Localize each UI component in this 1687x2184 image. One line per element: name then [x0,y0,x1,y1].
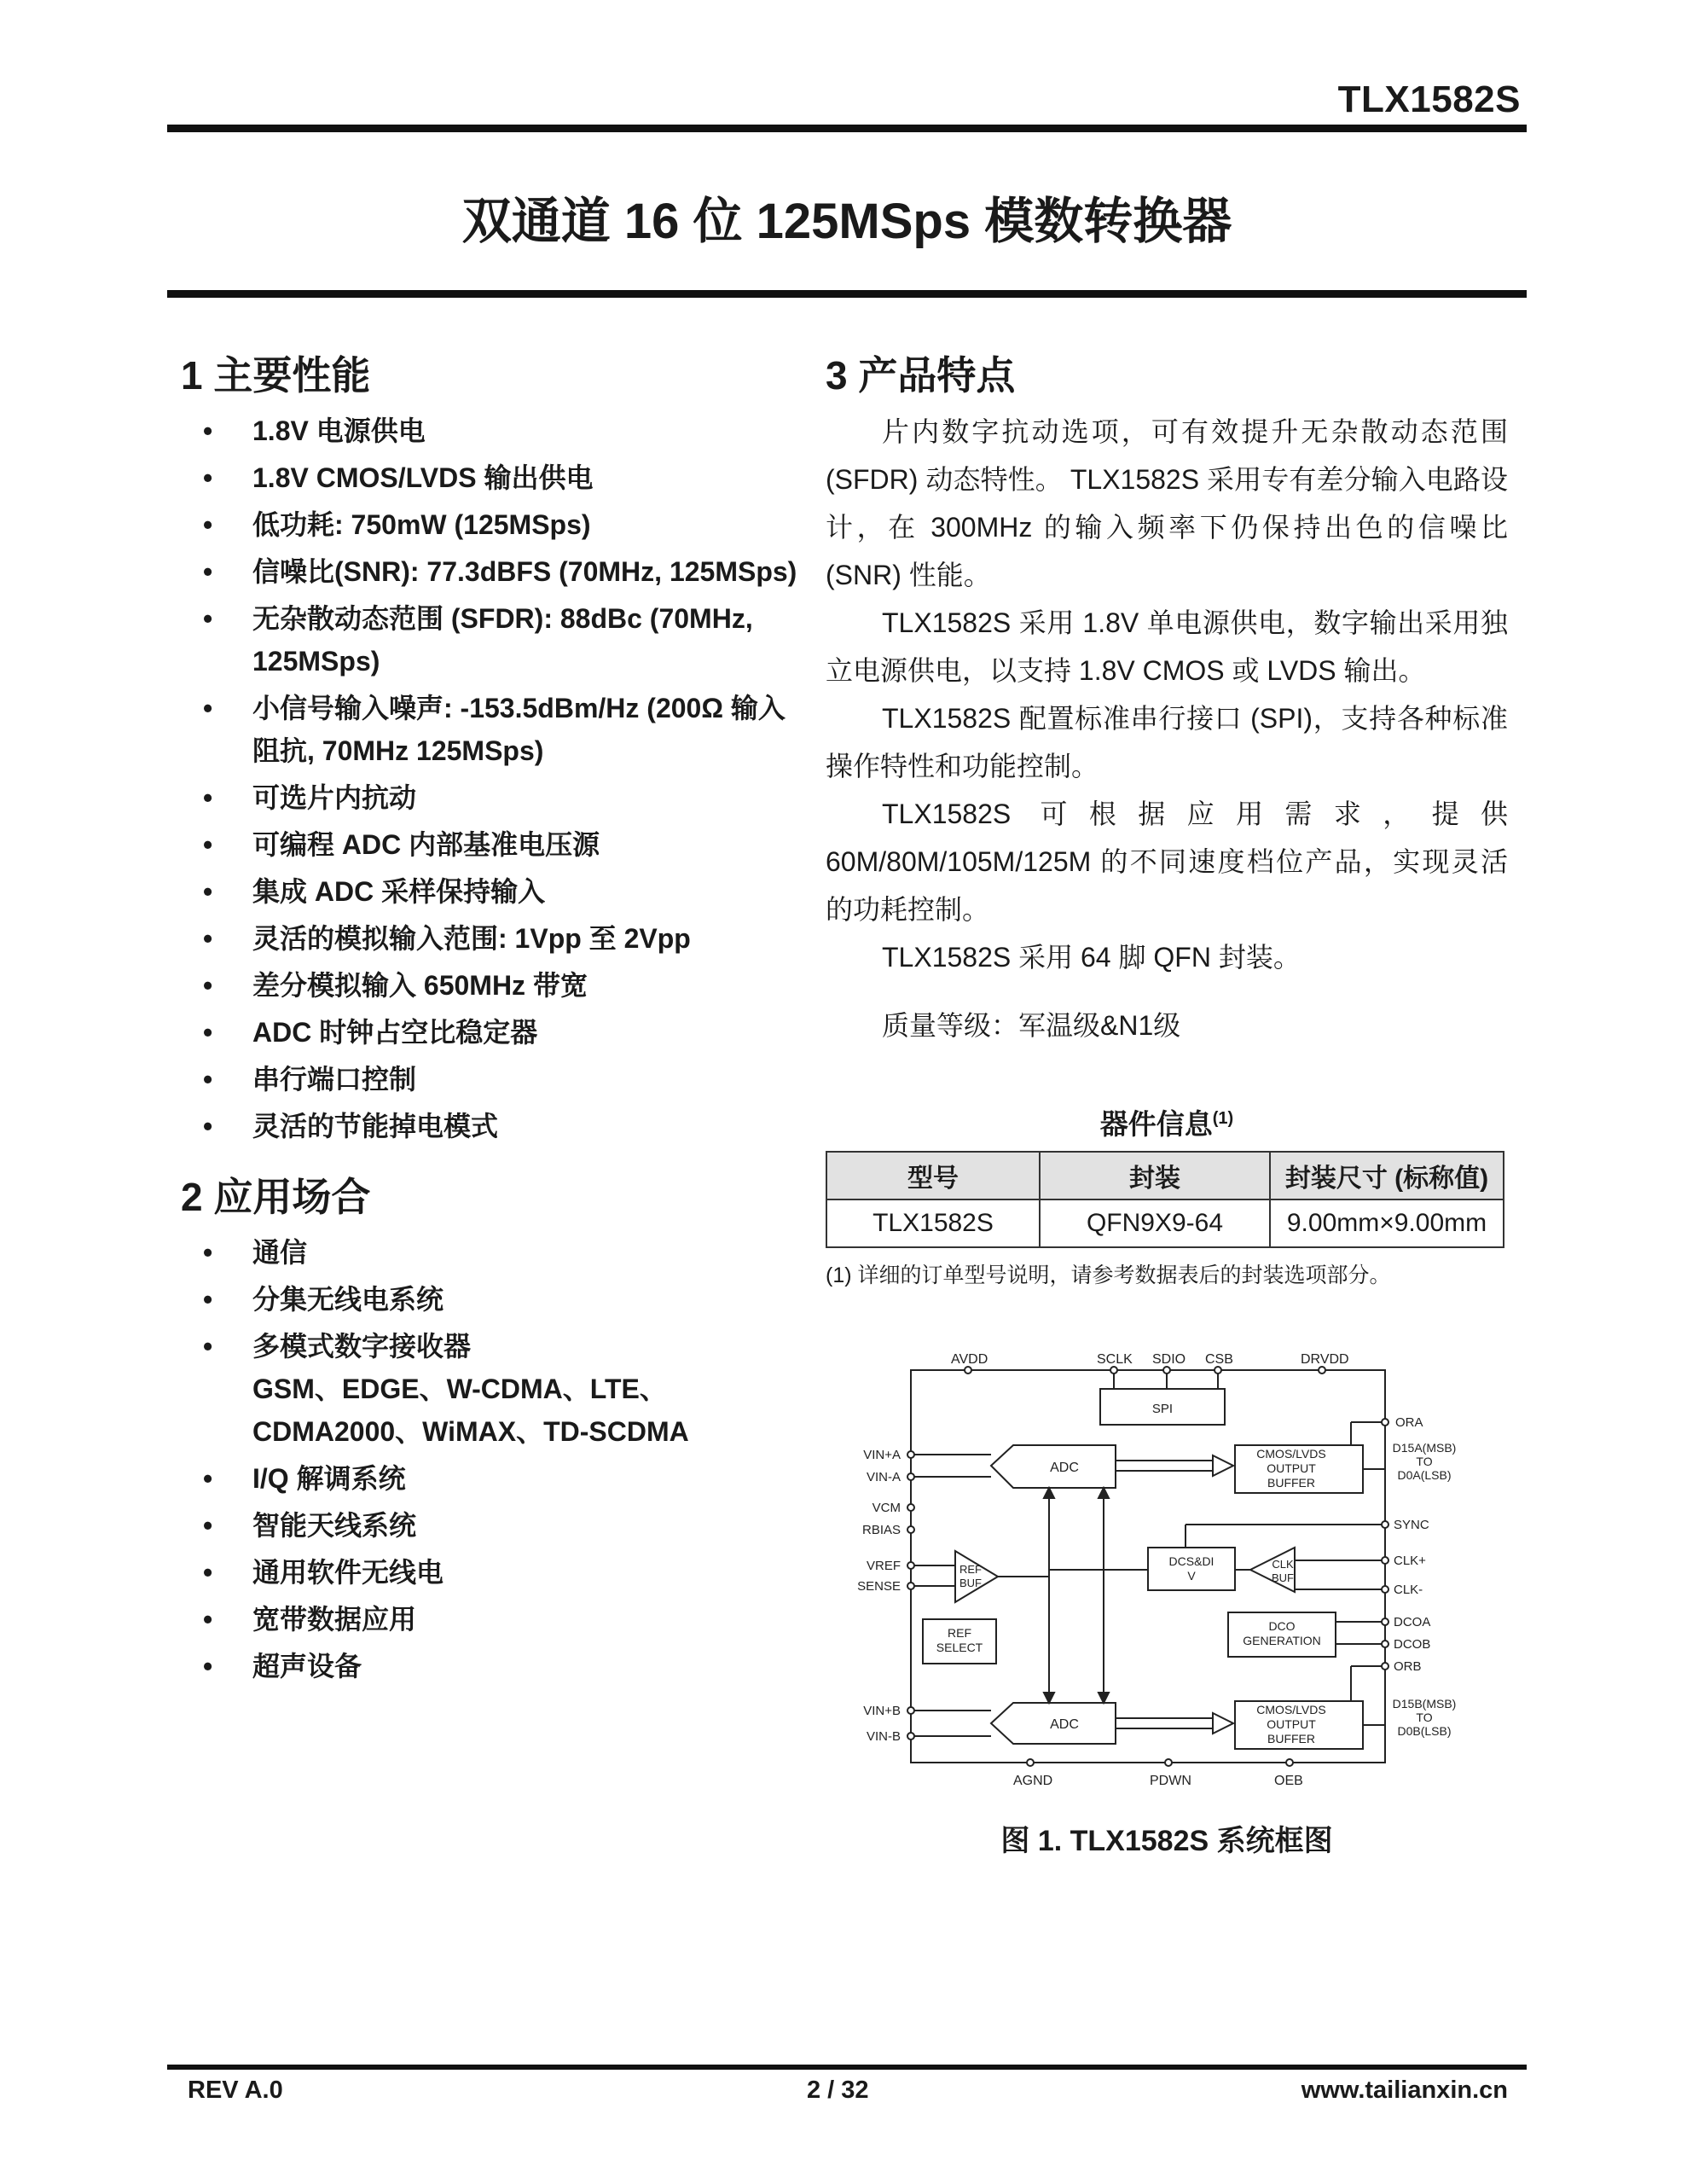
right-column [826,348,1508,1289]
pin-label: DCOA [1394,1615,1431,1629]
list-item: • 信噪比(SNR): 77.3dBFS (70MHz, 125MSps) [203,556,797,587]
block-label: ADC [1050,1461,1079,1475]
svg-text:DCO: DCO [1268,1619,1296,1633]
svg-text:CLK: CLK [1272,1558,1294,1571]
pin-label: VIN-B [866,1729,901,1744]
table-cell: 9.00mm×9.00mm [1270,1199,1504,1247]
footer-website-link[interactable]: www.tailianxin.cn [1301,2077,1508,2104]
list-item: • ADC 时钟占空比稳定器 [203,1017,538,1048]
list-item: • 通用软件无线电 [203,1557,444,1588]
device-table-title: 器件信息$^{(1)}$ [1099,1108,1234,1140]
list-item: • 低功耗: 750mW (125MSps) [203,509,591,540]
device-info-table [826,1151,1504,1248]
pin-label: VREF [866,1559,901,1573]
performance-list [181,410,812,1147]
list-item: • 灵活的模拟输入范围: 1Vpp 至 2Vpp [203,923,691,954]
standards-line: CDMA2000、WiMAX、TD-SCDMA [252,1416,689,1447]
list-item: • 1.8V CMOS/LVDS 输出供电 [203,462,594,493]
section-2-heading: 2 应用场合 [181,1175,371,1219]
list-item: • 宽带数据应用 [203,1604,417,1635]
pin-label: PDWN [1150,1774,1191,1788]
svg-text:SELECT: SELECT [936,1641,983,1654]
pin-label: RBIAS [861,1523,901,1537]
list-item: • 集成 ADC 采样保持输入 [203,876,546,907]
list-item: • 无杂散动态范围 (SFDR): 88dBc (70MHz, 125MSps) [203,603,753,677]
svg-text:V: V [1187,1569,1196,1583]
header-part-number: TLX1582S [1337,78,1521,120]
svg-text:CMOS/LVDS: CMOS/LVDS [1256,1703,1326,1716]
svg-text:OUTPUT: OUTPUT [1267,1461,1316,1475]
block-diagram [844,1331,1458,1809]
pin-label: VIN+A [863,1448,901,1462]
svg-text:REF: REF [959,1563,982,1576]
left-column [181,348,812,1692]
svg-text:TO: TO [1416,1711,1433,1724]
table-footnote: (1) 详细的订单型号说明，请参考数据表后的封装选项部分。 [826,1263,1391,1287]
svg-text:CMOS/LVDS: CMOS/LVDS [1256,1447,1326,1461]
list-item: • 可编程 ADC 内部基准电压源 [203,829,600,860]
application-list [181,1231,812,1687]
list-item: • 智能天线系统 [203,1510,417,1541]
paragraph: TLX1582S 采用 1.8V 单电源供电，数字输出采用独立电源供电，以支持 1.8V CMOS 或 LVDS 输出。 [826,607,1508,686]
section-3-heading: 3 产品特点 [826,353,1016,398]
footer-page-number: 2 / 32 [807,2077,869,2104]
table-header: 封装 [1040,1152,1270,1199]
svg-text:D15B(MSB): D15B(MSB) [1392,1697,1457,1711]
document-title: 双通道 16 位 125MSps 模数转换器 [461,194,1232,249]
pin-label: SYNC [1394,1518,1429,1532]
pin-label: AVDD [951,1352,988,1367]
standards-line: GSM、EDGE、W-CDMA、LTE、 [252,1374,667,1404]
list-item: • I/Q 解调系统 [203,1463,406,1494]
list-item: • 灵活的节能掉电模式 [203,1111,499,1141]
footer-rule [167,2065,1527,2070]
table-row [826,1199,1504,1247]
list-item: • 小信号输入噪声: -153.5dBm/Hz (200Ω 输入阻抗, 70MHz 125MSps) [203,693,786,766]
svg-text:REF: REF [948,1626,971,1640]
pin-label: SENSE [857,1579,901,1594]
svg-text:D0A(LSB): D0A(LSB) [1397,1468,1452,1482]
svg-text:BUFFER: BUFFER [1267,1732,1315,1745]
list-item: • 超声设备 [203,1651,362,1682]
pin-label: CSB [1205,1352,1233,1367]
svg-text:BUFFER: BUFFER [1267,1476,1315,1490]
title-rule [167,290,1527,298]
pin-label: DRVDD [1301,1352,1349,1367]
block-label: SPI [1151,1402,1174,1416]
pin-label: OEB [1274,1774,1303,1788]
svg-text:D0B(LSB): D0B(LSB) [1397,1724,1452,1738]
svg-text:OUTPUT: OUTPUT [1267,1717,1316,1731]
pin-label: AGND [1013,1774,1053,1788]
pin-label: SCLK [1097,1352,1133,1367]
paragraph: TLX1582S 采用 64 脚 QFN 封装。 [882,942,1301,973]
list-item: • 串行端口控制 [203,1064,417,1095]
pin-label: CLK- [1394,1583,1423,1597]
pin-label: VIN+B [863,1704,901,1718]
section-1-heading: 1 主要性能 [181,353,371,398]
paragraph: TLX1582S 配置标准串行接口 (SPI)，支持各种标准操作特性和功能控制。 [826,703,1508,781]
svg-text:D15A(MSB): D15A(MSB) [1392,1441,1457,1455]
footer-revision: REV A.0 [188,2077,283,2104]
table-header: 封装尺寸 (标称值) [1270,1152,1504,1199]
svg-text:BUF: BUF [959,1577,982,1589]
list-item: • 多模式数字接收器 GSM、EDGE、W-CDMA、LTE、 CDMA2000、WiMAX、TD-SCDMA [181,1325,812,1453]
block-label: ADC [1050,1717,1079,1732]
quality-grade: 质量等级：军温级&N1级 [882,1010,1181,1041]
svg-text:GENERATION: GENERATION [1243,1634,1321,1647]
svg-text:BUF: BUF [1272,1571,1294,1584]
header-rule [167,125,1527,132]
pin-label: VCM [872,1501,901,1515]
table-cell: QFN9X9-64 [1040,1199,1270,1247]
paragraph: TLX1582S 可根据应用需求，提供 60M/80M/105M/125M 的不同速度档位产品，实现灵活的功耗控制。 [826,799,1508,925]
table-cell: TLX1582S [826,1199,1040,1247]
list-item: • 通信 [203,1237,308,1268]
pin-label: VIN-A [866,1470,901,1484]
pin-label: ORB [1394,1659,1422,1674]
pin-label: SDIO [1152,1352,1186,1367]
list-item: • 分集无线电系统 [203,1284,444,1315]
paragraph: 片内数字抗动选项，可有效提升无杂散动态范围 (SFDR) 动态特性。 TLX1582S 采用专有差分输入电路设计，在 300MHz 的输入频率下仍保持出色的信噪比 (SNR) 性能。 [826,416,1508,590]
table-header: 型号 [826,1152,1040,1199]
list-item: • 可选片内抗动 [203,782,417,813]
figure-caption: 图 1. TLX1582S 系统框图 [1000,1825,1333,1857]
pin-label: DCOB [1394,1637,1431,1652]
list-item: • 1.8V 电源供电 [203,415,426,446]
pin-label: ORA [1395,1415,1423,1430]
svg-text:TO: TO [1416,1455,1433,1468]
pin-label: CLK+ [1394,1554,1426,1568]
list-item: • 差分模拟输入 650MHz 带宽 [203,970,588,1001]
svg-text:DCS&DI: DCS&DI [1168,1554,1215,1568]
